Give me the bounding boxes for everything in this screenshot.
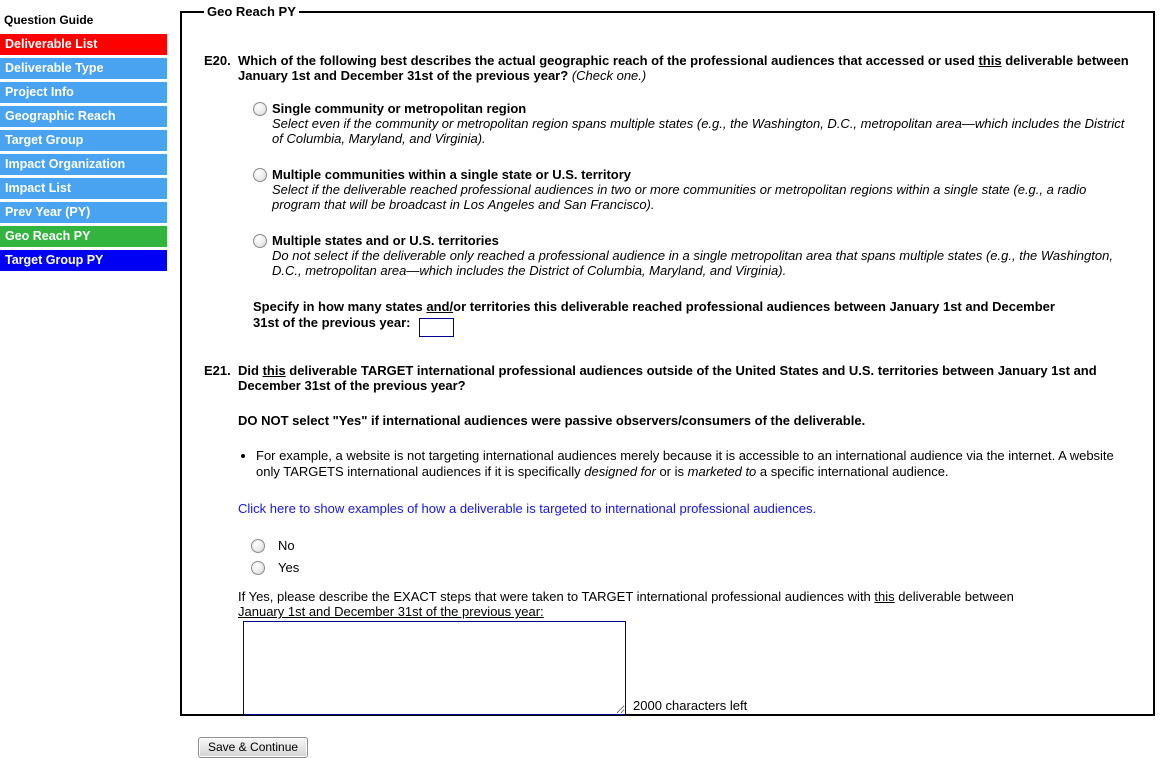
e21-yes-no-group [251,538,1137,575]
option-label: Single community or metropolitan region [272,101,527,116]
e20-option-single-community-radio[interactable] [253,102,267,116]
characters-left-counter: 2000 characters left [633,698,748,713]
option-label: Multiple states and or U.S. territories [272,233,499,248]
sidebar-item-impact-list[interactable]: Impact List [0,178,167,199]
e20-option-single-community [253,101,1137,146]
sidebar-item-deliverable-list[interactable]: Deliverable List [0,34,167,55]
question-e20-number: E20. [204,53,231,68]
sidebar-item-project-info[interactable]: Project Info [0,82,167,103]
e20-options [253,101,1137,278]
question-e20 [204,53,1137,83]
states-count-input[interactable] [419,318,454,337]
question-e20-text: Which of the following best describes the actual geographic reach of the professional audiences that accessed or used this deliverable between January 1st and December 31st of the previous year? (Check one.) [238,53,1129,83]
sidebar-item-geographic-reach[interactable]: Geographic Reach [0,106,167,127]
e21-warning: DO NOT select "Yes" if international audiences were passive observers/consumers of the deliverable. [238,413,866,428]
panel-legend: Geo Reach PY [207,4,296,19]
e21-yes-row [251,560,1137,575]
save-continue-button[interactable]: Save & Continue [198,737,308,758]
e21-example-list [238,448,1137,480]
option-label: Multiple communities within a single state or U.S. territory [272,167,632,182]
e21-ifyes-prompt: If Yes, please describe the EXACT steps that were taken to TARGET international professional audiences with this deliverable between January 1st and December 31st of the previous year: [238,589,1014,619]
e21-no-label: No [278,538,295,553]
geo-reach-py-panel [180,4,1155,754]
option-desc: Do not select if the deliverable only reached a professional audience in a single metropolitan area that spans multiple states (e.g., the Washington, D.C., metropolitan area—which includes the District of Columbia, Maryland, and Virginia). [272,248,1113,278]
e20-option-multiple-communities [253,167,1137,212]
e20-option-multiple-states [253,233,1137,278]
e21-description-row [243,621,1137,715]
sidebar-item-prev-year-py[interactable]: Prev Year (PY) [0,202,167,223]
e21-no-radio[interactable] [251,539,265,553]
show-examples-link[interactable]: Click here to show examples of how a deliverable is targeted to international professional audiences. [238,501,817,516]
e20-option-multiple-communities-radio[interactable] [253,168,267,182]
option-desc: Select even if the community or metropolitan region spans multiple states (e.g., the Washington, D.C., metropolitan area—which includes the District of Columbia, Maryland, and Virginia). [272,116,1125,146]
e21-example-item: • For example, a website is not targeting international audiences merely because it is accessible to an international audience via the internet. A website only TARGETS international audiences if it is specifically designed for or is marketed to a specific international audience. [256,448,1137,480]
sidebar-title: Question Guide [4,13,94,27]
sidebar-item-impact-organization[interactable]: Impact Organization [0,154,167,175]
e21-content [238,413,1137,715]
sidebar-item-target-group-py[interactable]: Target Group PY [0,250,167,271]
e21-no-row [251,538,1137,553]
option-desc: Select if the deliverable reached professional audiences in two or more communities or metropolitan regions within a single state (e.g., a radio program that will be broadcast in Los Angeles and San Francisco). [272,182,1087,212]
check-one-note: (Check one.) [571,68,647,83]
e21-yes-radio[interactable] [251,561,265,575]
sidebar-item-geo-reach-py[interactable]: Geo Reach PY [0,226,167,247]
e21-yes-label: Yes [278,560,300,575]
question-e21-text: Did this deliverable TARGET international professional audiences outside of the United States and U.S. territories between January 1st and December 31st of the previous year? [238,363,1097,393]
question-e21-number: E21. [204,363,231,378]
sidebar-item-target-group[interactable]: Target Group [0,130,167,151]
question-e21 [204,363,1137,393]
question-guide-sidebar [0,0,167,274]
e21-description-textarea[interactable] [243,621,626,715]
sidebar-item-deliverable-type[interactable]: Deliverable Type [0,58,167,79]
e20-specify-states: Specify in how many states and/or territories this deliverable reached professional audiences between January 1st and December 31st of the previous year: [253,299,1137,337]
e20-option-multiple-states-radio[interactable] [253,234,267,248]
